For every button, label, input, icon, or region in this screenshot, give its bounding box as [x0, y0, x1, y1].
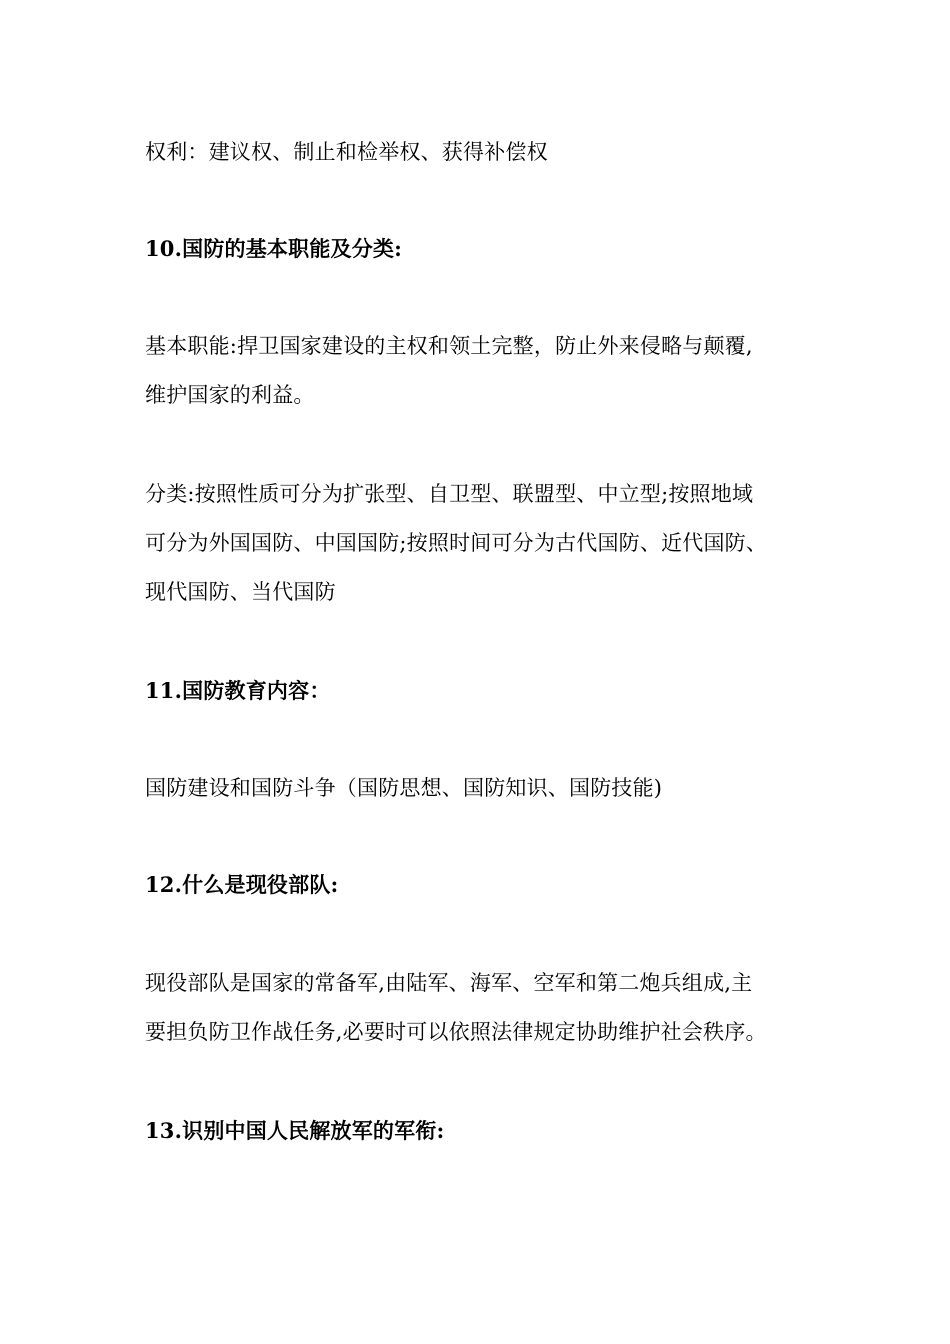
section-13-heading: 13.识别中国人民解放军的军衔: — [145, 1118, 445, 1143]
section-10-classification-line-3: 现代国防、当代国防 — [145, 580, 336, 604]
section-10-functions-line-2: 维护国家的利益。 — [145, 383, 315, 407]
section-12-content-line-2: 要担负防卫作战任务,必要时可以依照法律规定协助维护社会秩序。 — [145, 1020, 767, 1044]
section-11-heading: 11.国防教育内容： — [145, 678, 331, 703]
section-11-content: 国防建设和国防斗争（国防思想、国防知识、国防技能) — [145, 776, 663, 800]
section-10-classification-line-1: 分类:按照性质可分为扩张型、自卫型、联盟型、中立型;按照地域 — [145, 482, 754, 506]
section-12-heading: 12.什么是现役部队: — [145, 872, 339, 897]
rights-line: 权利：建议权、制止和检举权、获得补偿权 — [145, 140, 548, 164]
section-10-heading: 10.国防的基本职能及分类: — [145, 236, 403, 261]
section-12-content-line-1: 现役部队是国家的常备军,由陆军、海军、空军和第二炮兵组成,主 — [145, 971, 753, 995]
section-10-classification-line-2: 可分为外国国防、中国国防;按照时间可分为古代国防、近代国防、 — [145, 531, 768, 555]
section-10-functions-line-1: 基本职能:捍卫国家建设的主权和领土完整，防止外来侵略与颠覆, — [145, 334, 753, 358]
